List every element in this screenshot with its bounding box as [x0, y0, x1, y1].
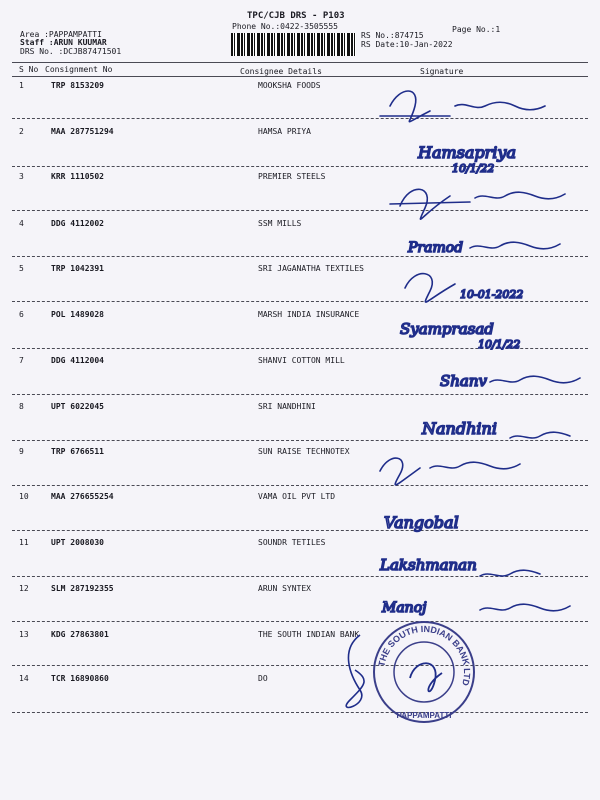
row-consignee: DO: [258, 674, 268, 683]
rs-number: RS No.:874715: [361, 31, 424, 40]
signature-text: 10/1/22: [478, 338, 521, 351]
row-consignment: DDG 4112002: [51, 219, 104, 228]
row-consignment: SLM 287192355: [51, 584, 114, 593]
row-consignee: MARSH INDIA INSURANCE: [258, 310, 360, 319]
rs-date: RS Date:10-Jan-2022: [361, 40, 453, 49]
row-consignee: VAMA OIL PVT LTD: [258, 492, 336, 501]
document-title: TPC/CJB DRS - P103: [247, 11, 345, 21]
signature-text: Shanv: [440, 372, 488, 390]
barcode: [231, 33, 356, 56]
row-consignment: POL 1489028: [51, 310, 104, 319]
row-consignment: UPT 2008030: [51, 538, 104, 547]
row-sno: 6: [19, 310, 24, 319]
signature-text: Pramod: [408, 240, 464, 256]
row-sno: 11: [19, 538, 29, 547]
row-consignee: MOOKSHA FOODS: [258, 81, 321, 90]
signature-text: 10/1/22: [452, 162, 495, 175]
staff-label: Staff :ARUN KUUMAR: [20, 38, 107, 47]
row-consignee: SSM MILLS: [258, 219, 302, 228]
stamp-ring-text: THE SOUTH INDIAN BANK LTD: [376, 623, 473, 687]
row-consignee: SOUNDR TETILES: [258, 538, 326, 547]
table-row: [0, 630, 600, 675]
row-sno: 7: [19, 356, 24, 365]
phone-number: Phone No.:0422-3505555: [232, 22, 338, 31]
signature-loop: [330, 630, 380, 720]
row-sno: 4: [19, 219, 24, 228]
row-sno: 1: [19, 81, 24, 90]
row-consignee: ARUN SYNTEX: [258, 584, 311, 593]
signature-text: Syamprasad: [400, 320, 494, 338]
row-consignee: HAMSA PRIYA: [258, 127, 311, 136]
row-sno: 10: [19, 492, 29, 501]
row-consignee: SRI JAGANATHA TEXTILES: [258, 264, 364, 273]
signatures-overlay: [360, 76, 600, 636]
row-sno: 9: [19, 447, 24, 456]
row-consignee: PREMIER STEELS: [258, 172, 326, 181]
stamp-bottom-text: PAPPAMPATTI: [396, 711, 452, 720]
row-consignee: SRI NANDHINI: [258, 402, 316, 411]
header-top-rule: [12, 62, 588, 63]
row-consignee: SHANVI COTTON MILL: [258, 356, 345, 365]
page-number: Page No.:1: [452, 25, 501, 34]
col-consignment: Consignment No: [45, 65, 113, 74]
row-sno: 2: [19, 127, 24, 136]
signature-text: Vangobal: [384, 513, 459, 532]
col-consignee: Consignee Details: [240, 67, 322, 76]
row-divider: [12, 712, 588, 713]
signature-text: Lakshmanan: [380, 556, 477, 574]
row-sno: 13: [19, 630, 29, 639]
drs-number: DRS No. :DCJB87471501: [20, 47, 122, 56]
row-sno: 14: [19, 674, 29, 683]
signature-scribble: [390, 91, 430, 122]
row-consignee: THE SOUTH INDIAN BANK: [258, 630, 360, 639]
row-consignment: TRP 8153209: [51, 81, 104, 90]
col-signature: Signature: [420, 67, 464, 76]
row-consignment: TCR 16890860: [51, 674, 109, 683]
signature-text: 10-01-2022: [460, 288, 524, 301]
row-sno: 5: [19, 264, 24, 273]
col-sno: S No: [19, 65, 39, 74]
signature-text: Nandhini: [422, 419, 497, 438]
row-consignment: TRP 6766511: [51, 447, 104, 456]
row-consignment: TRP 1042391: [51, 264, 104, 273]
signature-text: Manoj: [382, 600, 427, 616]
row-sno: 3: [19, 172, 24, 181]
row-sno: 8: [19, 402, 24, 411]
row-consignment: MAA 287751294: [51, 127, 114, 136]
stamp-signature: [410, 663, 442, 691]
row-consignment: KDG 27863801: [51, 630, 109, 639]
bank-stamp: [370, 618, 478, 726]
row-consignment: MAA 276655254: [51, 492, 114, 501]
row-divider: [12, 665, 588, 666]
row-consignment: UPT 6022045: [51, 402, 104, 411]
row-consignment: KRR 1110502: [51, 172, 104, 181]
row-consignee: SUN RAISE TECHNOTEX: [258, 447, 350, 456]
signature-text: Hamsapriya: [418, 143, 516, 162]
row-consignment: DDG 4112004: [51, 356, 104, 365]
row-sno: 12: [19, 584, 29, 593]
area-label: Area :PAPPAMPATTI: [20, 30, 102, 39]
